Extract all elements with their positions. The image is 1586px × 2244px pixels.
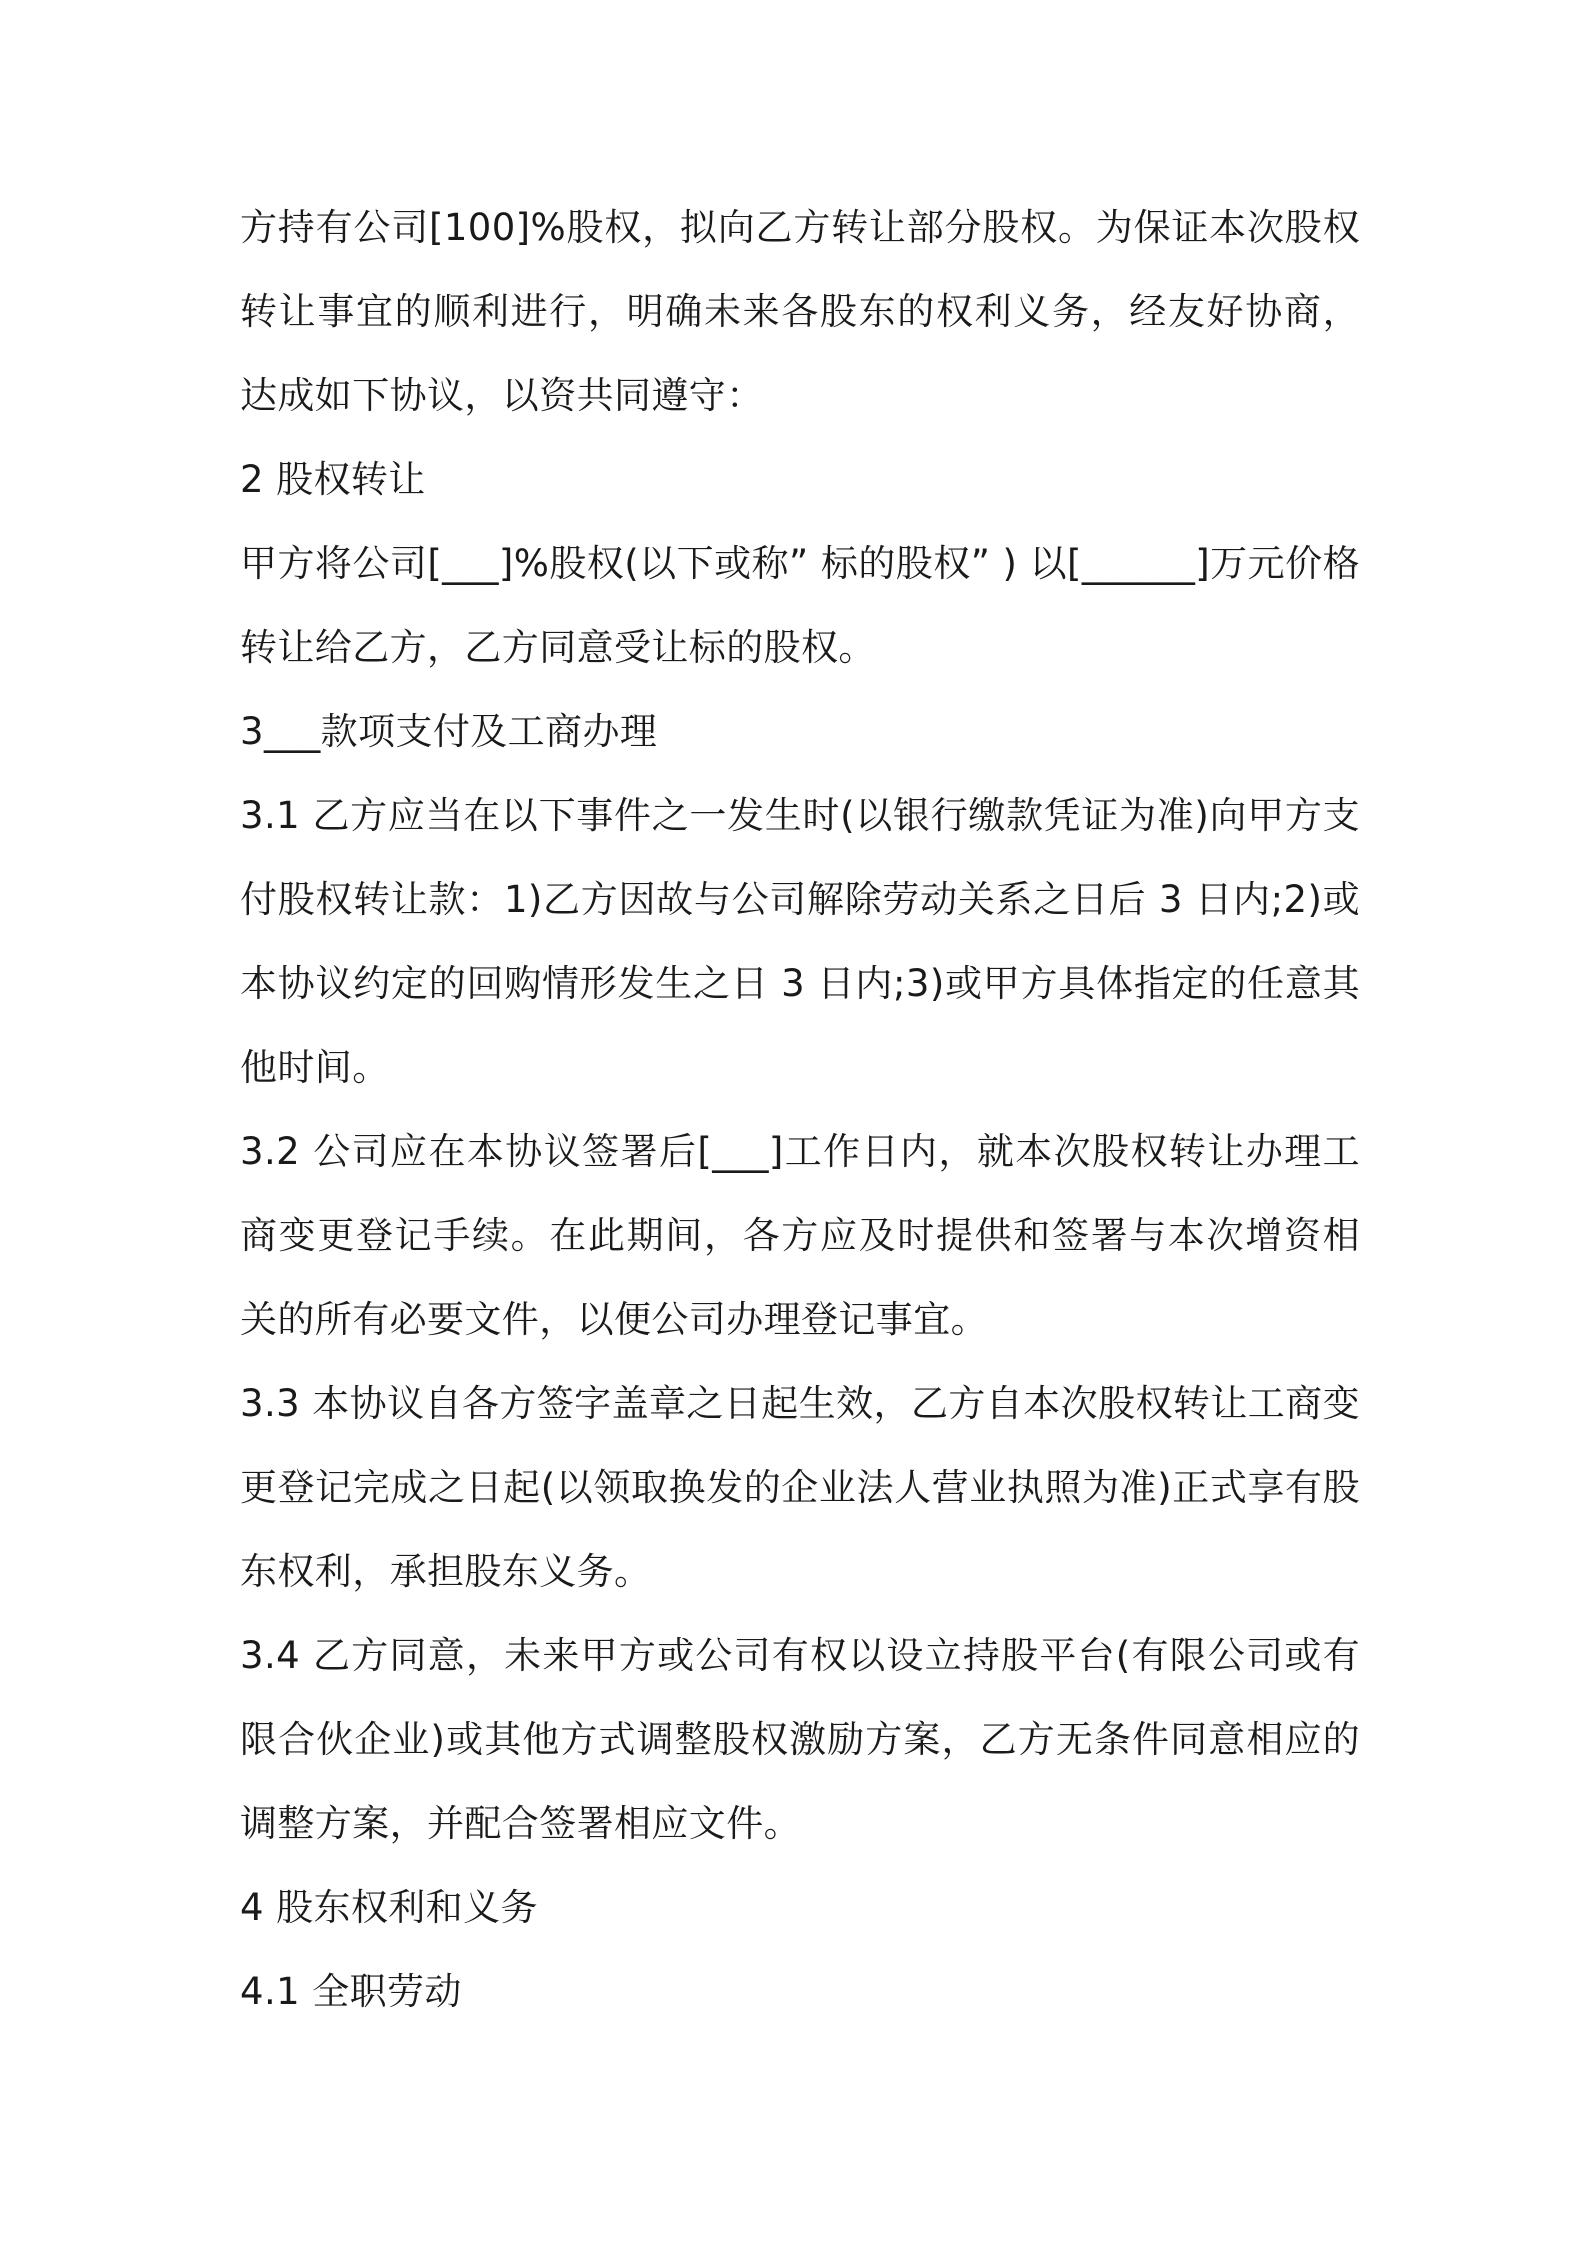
section-heading-2: 2 股权转让 — [240, 458, 426, 501]
paragraph-intro: 方持有公司[100]%股权，拟向乙方转让部分股权。为保证本次股权转让事宜的顺利进行，明确未来各股东的权利义务，经友好协商，达成如下协议，以资共同遵守： — [240, 206, 1360, 417]
clause-3-2: 3.2 公司应在本协议签署后[___]工作日内，就本次股权转让办理工商变更登记手续。在此期间，各方应及时提供和签署与本次增资相关的所有必要文件，以便公司办理登记事宜。 — [240, 1130, 1360, 1341]
clause-3-1: 3.1 乙方应当在以下事件之一发生时(以银行缴款凭证为准)向甲方支付股权转让款：1)乙方因故与公司解除劳动关系之日后 3 日内;2)或本协议约定的回购情形发生之日 3 日内;3)或甲方具体指定的任意其他时间。 — [240, 794, 1360, 1089]
clause-3-3: 3.3 本协议自各方签字盖章之日起生效，乙方自本次股权转让工商变更登记完成之日起(以领取换发的企业法人营业执照为准)正式享有股东权利，承担股东义务。 — [240, 1382, 1360, 1593]
paragraph-share-transfer: 甲方将公司[___]%股权(以下或称” 标的股权” ) 以[______]万元价格转让给乙方，乙方同意受让标的股权。 — [240, 542, 1360, 669]
clause-3-4: 3.4 乙方同意，未来甲方或公司有权以设立持股平台(有限公司或有限合伙企业)或其他方式调整股权激励方案，乙方无条件同意相应的调整方案，并配合签署相应文件。 — [240, 1634, 1360, 1845]
subsection-heading-4-1: 4.1 全职劳动 — [240, 1970, 462, 2013]
section-heading-4: 4 股东权利和义务 — [240, 1886, 538, 1929]
section-heading-3: 3___款项支付及工商办理 — [240, 710, 658, 753]
